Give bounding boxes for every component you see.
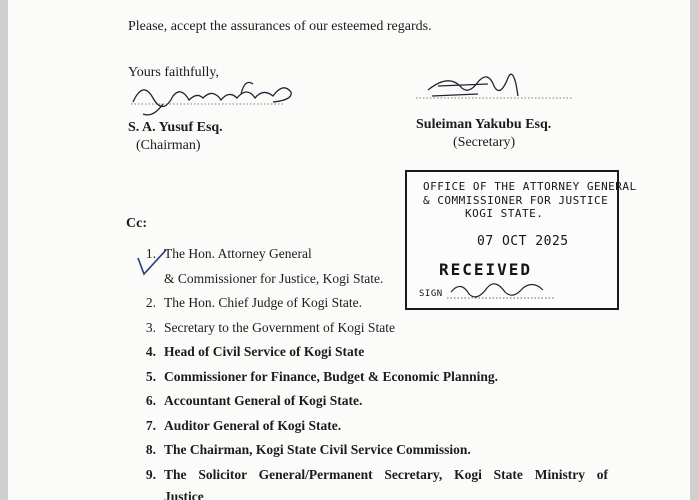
cc-item-text: Accountant General of Kogi State.	[164, 393, 363, 408]
chairman-signature	[123, 70, 303, 120]
cc-item-text: Commissioner for Finance, Budget & Economic Planning.	[164, 368, 499, 384]
cc-item-continuation	[138, 267, 608, 292]
left-page-edge	[0, 0, 8, 500]
cc-item-text: Secretary to the Government of Kogi State	[164, 319, 395, 335]
cc-item	[138, 414, 608, 439]
cc-item	[138, 340, 608, 365]
cc-item-text: & Commissioner for Justice, Kogi State.	[164, 270, 384, 286]
valediction: Yours faithfully,	[128, 65, 220, 80]
cc-item-text: The Solicitor General/Permanent Secretary, Kogi State Ministry of	[164, 466, 608, 482]
stamp-sign-label: SIGN	[419, 289, 443, 299]
cc-item	[138, 242, 608, 267]
cc-item	[138, 365, 608, 390]
cc-item-text: Head of Civil Service of Kogi State	[164, 344, 365, 359]
cc-list	[138, 242, 608, 500]
cc-item-number: 5.	[145, 368, 156, 384]
cc-item-text: The Hon. Chief Judge of Kogi State.	[164, 295, 362, 310]
stamp-line-1: OFFICE OF THE ATTORNEY GENERAL	[423, 180, 637, 193]
cc-item-number: 4.	[145, 344, 156, 359]
stamp-line-2: & COMMISSIONER FOR JUSTICE	[423, 194, 609, 207]
cc-item	[138, 291, 608, 316]
cc-item-text: Auditor General of Kogi State.	[164, 417, 342, 433]
cc-item-number: 6.	[145, 393, 156, 408]
cc-item-number: 1.	[145, 246, 156, 261]
closing-remark: Please, accept the assurances of our esteemed regards.	[128, 19, 432, 34]
cc-item-number: 8.	[145, 442, 156, 457]
document-page	[8, 0, 690, 500]
cc-item-text: The Chairman, Kogi State Civil Service Commission.	[164, 442, 471, 457]
secretary-name: Suleiman Yakubu Esq.	[416, 117, 552, 132]
cc-item-number: 7.	[145, 417, 156, 433]
cc-item-continuation: Justice	[164, 489, 204, 500]
chairman-name: S. A. Yusuf Esq.	[128, 120, 223, 135]
cc-item	[138, 463, 608, 488]
stamp-status: RECEIVED	[439, 260, 533, 279]
chairman-role: (Chairman)	[136, 138, 201, 153]
right-page-edge	[690, 0, 698, 500]
cc-item-number: 9.	[145, 466, 156, 482]
cc-item-text: The Hon. Attorney General	[164, 246, 312, 261]
secretary-signature	[408, 66, 578, 110]
cc-item-number: 2.	[145, 295, 156, 310]
cc-label: Cc:	[126, 216, 147, 231]
cc-item-number: 3.	[145, 319, 156, 335]
stamp-date: 07 OCT 2025	[477, 234, 569, 249]
cc-item	[138, 389, 608, 414]
secretary-role: (Secretary)	[453, 135, 516, 150]
cc-item	[138, 438, 608, 463]
stamp-line-3: KOGI STATE.	[465, 207, 544, 220]
cc-item	[138, 316, 608, 341]
